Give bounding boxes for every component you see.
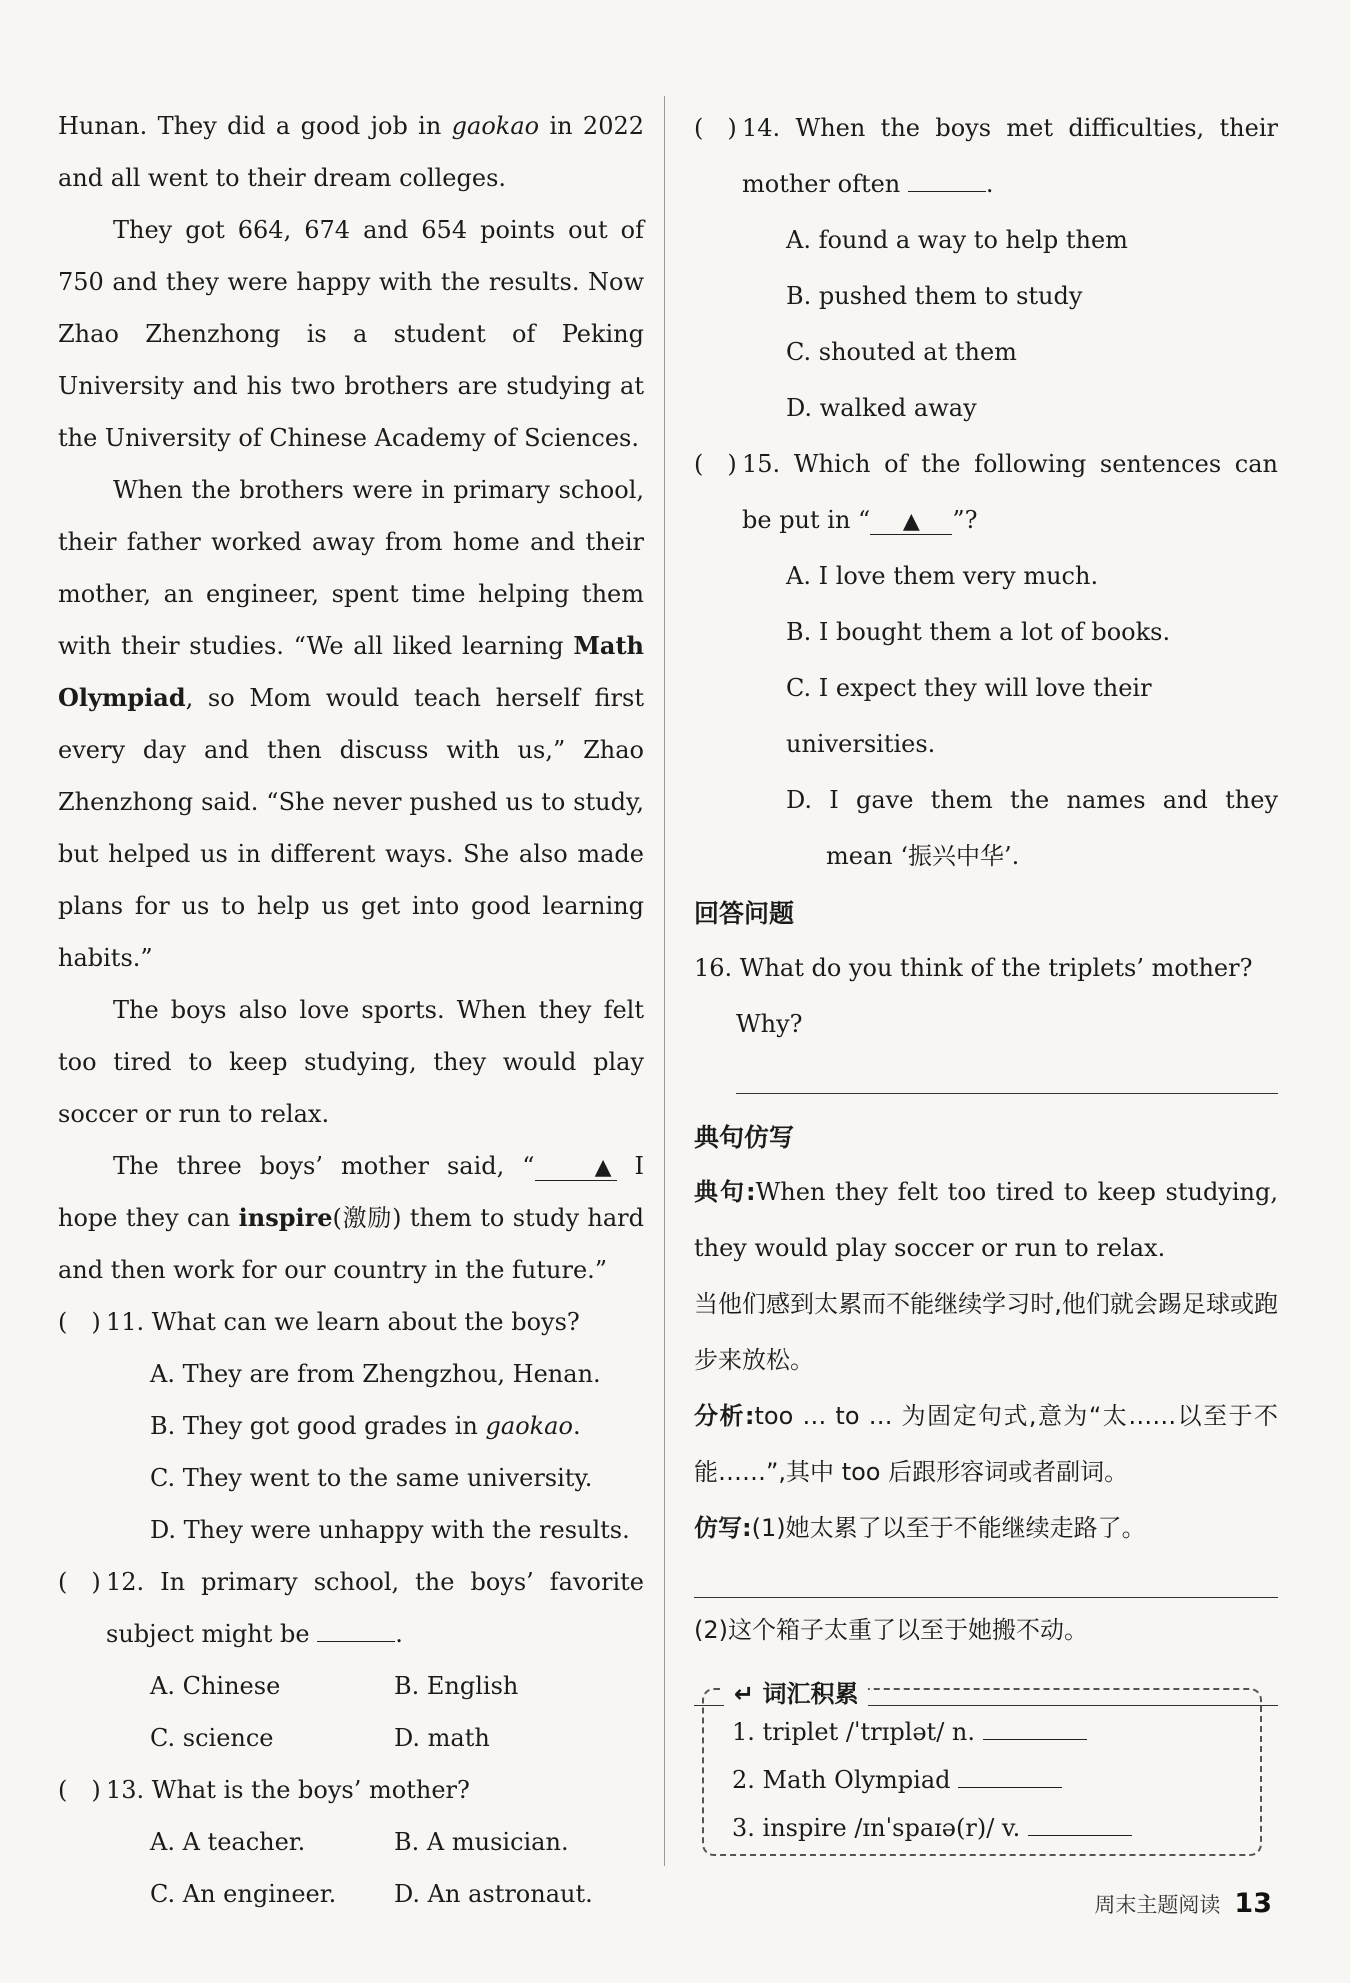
passage-paragraph-2: When the brothers were in primary school, their father worked away from home and their mother, an engineer, spent time helping them with their studies. “We all liked learning Math Olympiad, so Mom would teach herself first every day and then discuss with us,” Zhao Zhenzhong said. “She never pushed us to study, but helped us in different ways. She also made plans for us to help us get into good learning habits.” (58, 476, 644, 972)
vocab-blank[interactable] (1028, 1815, 1132, 1836)
option-15a: A. I love them very much. (786, 562, 1099, 590)
triangle-blank: ▲ (870, 508, 952, 535)
answer-bracket[interactable]: ( ) (694, 114, 737, 142)
option-11c: C. They went to the same university. (150, 1464, 593, 1492)
left-column (58, 100, 644, 1920)
options-12cd: C. science D. math (150, 1724, 490, 1752)
answer-bracket[interactable]: ( ) (58, 1776, 101, 1804)
section-title-imitation: 典句仿写 (694, 1123, 795, 1152)
option-14d: D. walked away (786, 394, 977, 422)
option-15b: B. I bought them a lot of books. (786, 618, 1171, 646)
passage-paragraph-4: The three boys’ mother said, “ ▲ I hope they can inspire(激励) them to study hard and then work for our country in the future.” (58, 1152, 645, 1284)
answer-bracket[interactable]: ( ) (58, 1308, 101, 1336)
vocab-blank[interactable] (983, 1719, 1087, 1740)
example-translation: 当他们感到太累而不能继续学习时,他们就会踢足球或跑步来放松。 (694, 1290, 1278, 1374)
vocab-item-3: 3. inspire /ɪnˈspaɪə(r)/ v. (732, 1804, 1260, 1852)
section-title-answer: 回答问题 (694, 899, 795, 928)
passage-paragraph-3: The boys also love sports. When they felt too tired to keep studying, they would play soccer or run to relax. (58, 996, 644, 1128)
column-divider (664, 96, 665, 1866)
question-16: 16. What do you think of the triplets’ mother? Why? (694, 954, 1253, 1038)
option-11b: B. They got good grades in gaokao. (150, 1412, 581, 1440)
answer-bracket[interactable]: ( ) (694, 450, 737, 478)
question-11: ( ) 11. What can we learn about the boys? (58, 1296, 644, 1348)
option-11a: A. They are from Zhengzhou, Henan. (150, 1360, 601, 1388)
option-14b: B. pushed them to study (786, 282, 1083, 310)
options-13ab: A. A teacher. B. A musician. (150, 1828, 569, 1856)
answer-line-16[interactable] (736, 1092, 1278, 1094)
question-15: ( ) 15. Which of the following sentences can be put in “ ▲ ”? (694, 436, 1278, 548)
question-12: ( ) 12. In primary school, the boys’ favorite subject might be . (58, 1556, 644, 1660)
option-15c: C. I expect they will love their universities. (786, 674, 1152, 758)
page-footer (1094, 1888, 1272, 1919)
fill-blank (908, 171, 986, 192)
triangle-blank: ▲ (535, 1154, 617, 1181)
vocab-item-2: 2. Math Olympiad (732, 1756, 1260, 1804)
passage-paragraph-0: Hunan. They did a good job in gaokao in 2022 and all went to their dream colleges. (58, 112, 645, 192)
option-15d: D. I gave them the names and they mean ‘振兴中华’. (786, 786, 1278, 870)
question-13: ( ) 13. What is the boys’ mother? (58, 1764, 644, 1816)
footer-title: 周末主题阅读 (1094, 1893, 1221, 1917)
page-number: 13 (1234, 1888, 1272, 1919)
analysis: 分析:too … to … 为固定句式,意为“太……以至于不能……”,其中 too 后跟形容词或者副词。 (694, 1402, 1278, 1486)
imitate-1: 仿写:(1)她太累了以至于不能继续走路了。 (694, 1514, 1146, 1542)
vocab-title: ↵ 词汇积累 (724, 1670, 868, 1718)
vocab-item-1: 1. triplet /ˈtrɪplət/ n. (732, 1708, 1260, 1756)
example-sentence: 典句:When they felt too tired to keep studying, they would play soccer or run to relax. (694, 1178, 1278, 1262)
question-14: ( ) 14. When the boys met difficulties, their mother often . (694, 100, 1278, 212)
options-13cd: C. An engineer. D. An astronaut. (150, 1880, 593, 1908)
answer-line-imitate-1[interactable] (694, 1596, 1278, 1598)
right-column (694, 100, 1278, 1706)
fill-blank (317, 1621, 395, 1642)
vocab-blank[interactable] (958, 1767, 1062, 1788)
passage-paragraph-1: They got 664, 674 and 654 points out of 750 and they were happy with the results. Now Zhao Zhenzhong is a student of Peking University and his two brothers are studying at the University of Chinese Academy of Sciences. (58, 216, 644, 452)
option-14c: C. shouted at them (786, 338, 1017, 366)
option-14a: A. found a way to help them (786, 226, 1128, 254)
imitate-2: (2)这个箱子太重了以至于她搬不动。 (694, 1616, 1088, 1644)
options-12ab: A. Chinese B. English (150, 1672, 519, 1700)
answer-bracket[interactable]: ( ) (58, 1568, 101, 1596)
vocab-box (702, 1680, 1262, 1856)
option-11d: D. They were unhappy with the results. (150, 1516, 630, 1544)
